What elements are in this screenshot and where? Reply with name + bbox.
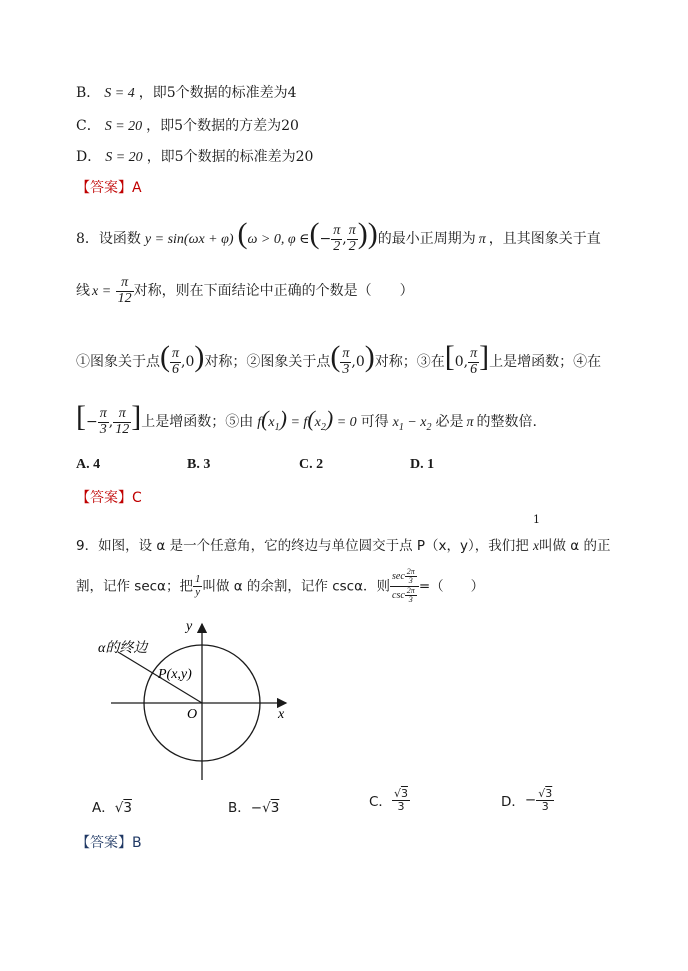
q8-s2-end: 对称；③在	[374, 354, 445, 370]
q8-s1-end: 对称；②图象关于点	[204, 354, 331, 370]
option-b-label: B．	[76, 85, 101, 101]
bracket: ]	[131, 400, 142, 433]
q8-line2-x: x =	[92, 284, 112, 300]
option-b-expr: S = 4	[104, 86, 135, 101]
q9-text2b: 叫做 α 的余割，记作 cscα．则	[202, 578, 391, 595]
frac-numerator: 1	[533, 513, 540, 526]
paren-close: )	[367, 217, 378, 250]
option-b-text: ，即5个数据的标准差为4	[138, 85, 297, 101]
q8-s5-tail: 的整数倍.	[476, 414, 537, 430]
q9-text1: 如图，设 α 是一个任意角，它的终边与单位圆交于点 P（x，y），我们把	[98, 538, 529, 554]
q8-text1: 的最小正周期为	[377, 231, 476, 247]
answer-8	[76, 487, 142, 507]
q8-lead: 设函数	[98, 231, 141, 247]
answer-tag: 【答案】	[76, 180, 132, 196]
frac-pi-6: $\frac{\pi}{6}$	[172, 345, 180, 377]
paren: )	[194, 340, 205, 373]
option-label: A．	[92, 800, 115, 816]
sec-expr: sec $\frac{2\pi}{3}$	[390, 568, 419, 587]
option-label: C．	[369, 794, 392, 811]
q8-cond: ω > 0, φ ∈	[247, 232, 310, 247]
q8-line3: ①图象关于点( $\frac{\pi}{6}$ ,0)对称；②图象关于点( $\frac{\pi}{3}$ ,0)对称；③在[0, $\frac{\pi}{6}$ ]上是增函数；④在	[76, 340, 602, 377]
q9-number: 9．	[76, 538, 99, 554]
paren: (	[160, 340, 170, 373]
option-value: √3	[114, 800, 132, 816]
paren-open: (	[237, 217, 248, 250]
answer-tag: 【答案】	[76, 835, 132, 851]
q9-line1-tail	[533, 534, 610, 554]
q9-text2c: =（ ）	[418, 578, 485, 595]
q9-line1	[76, 534, 529, 554]
q8-option-b: B. 3	[187, 457, 211, 472]
frac-num: 1	[194, 573, 201, 586]
frac-den: y	[195, 585, 201, 598]
x-axis-label: x	[278, 707, 285, 722]
q8-number: 8．	[76, 231, 99, 247]
option-label: B．	[228, 800, 251, 816]
frac-pi-2b: $\frac{\pi}{2}$	[348, 222, 356, 254]
frac-pi-12: $\frac{\pi}{12}$	[117, 275, 132, 306]
terminal-side-label: α的终边	[98, 641, 148, 656]
option-label: D．	[501, 794, 525, 811]
q9-option-d: D．− $\frac{√3}{3}$	[501, 787, 553, 813]
option-b-line	[76, 82, 297, 102]
q8-pi-2: π	[466, 415, 474, 430]
q8-s5-diff: $x_1 - x_2$	[392, 415, 432, 433]
answer-value: A	[132, 180, 142, 196]
bracket: [	[76, 400, 86, 433]
y-axis-label: y	[186, 619, 193, 634]
frac-pi-3b: $\frac{\pi}{3}$	[99, 405, 107, 437]
q8-line2	[76, 276, 414, 306]
q8-line2-text: 对称，则在下面结论中正确的个数是（ ）	[133, 283, 414, 300]
q8-line1: 8．设函数 y = sin(ωx + φ) (ω > 0, φ ∈(− $\frac{\pi}{2}$ , $\frac{\pi}{2}$ ))的最小正周期为 π ，且其图象关于直	[76, 217, 601, 254]
q8-option-d: D. 1	[410, 457, 435, 472]
q9-text2a: 割，记作 secα；把	[76, 578, 193, 595]
answer-7	[76, 177, 142, 197]
q8-func: y = sin(ωx + φ)	[144, 232, 234, 247]
paren: )	[364, 340, 375, 373]
answer-9	[76, 832, 142, 852]
q8-s5-eq: $f(x_1) = f(x_2) = 0$	[257, 406, 357, 433]
q9-option-c	[369, 788, 410, 812]
frac-pi-6b: $\frac{\pi}{6}$	[470, 345, 478, 377]
bracket: [	[444, 340, 455, 373]
bracket: ]	[479, 340, 490, 373]
frac-pi-2: $\frac{\pi}{2}$	[333, 222, 341, 254]
option-value: −√3	[250, 800, 280, 816]
q8-pi: π	[478, 232, 486, 247]
option-d-label: D．	[76, 149, 102, 165]
paren-open-inner: (	[309, 217, 320, 250]
origin-label: O	[187, 707, 198, 722]
q8-s5-mid: 可得	[360, 414, 389, 430]
answer-value: B	[132, 835, 142, 851]
answer-value: C	[132, 490, 142, 506]
option-d-expr: S = 20	[105, 150, 143, 165]
q9-one-over-x	[533, 513, 540, 527]
option-d-text: ，即5个数据的标准差为20	[146, 149, 314, 165]
q8-s1: ①图象关于点	[76, 354, 160, 370]
q8-option-c: C. 2	[299, 457, 324, 472]
frac-pi-3: $\frac{\pi}{3}$	[342, 345, 350, 377]
answer-tag: 【答案】	[76, 490, 132, 506]
q8-line4: [− $\frac{\pi}{3}$ , $\frac{\pi}{12}$ ]上是增函数；⑤由 $f(x_1) = f(x_2) = 0$ 可得 $x_1 - x_2$ 必是 π 的整数倍.	[76, 400, 537, 437]
q9-option-a	[92, 796, 132, 816]
q8-s4-end: 上是增函数；⑤由	[141, 414, 254, 430]
q8-text2: ，且其图象关于直	[488, 231, 601, 247]
option-c-line	[76, 115, 299, 135]
option-c-text: ，即5个数据的方差为20	[146, 118, 299, 134]
option-value: $\frac{√3}{3}$	[393, 787, 408, 813]
option-c-expr: S = 20	[104, 119, 143, 134]
q8-s5-end: 必是	[435, 414, 464, 430]
q9-option-b	[228, 796, 279, 816]
frac-sec-over-csc	[390, 568, 419, 605]
unit-circle-figure	[86, 610, 316, 790]
frac-pi-12b: $\frac{\pi}{12}$	[115, 405, 130, 437]
q8-s3-end: 上是增函数；④在	[489, 354, 602, 370]
frac-x: x	[533, 538, 539, 553]
option-c-label: C．	[76, 118, 101, 134]
q8-option-a: A. 4	[76, 457, 101, 472]
csc-expr: csc $\frac{2\pi}{3}$	[392, 585, 415, 605]
q9-text1b: 叫做 α 的正	[539, 538, 611, 554]
point-label: P(x,y)	[158, 667, 192, 682]
q9-line2	[76, 568, 484, 605]
paren: (	[330, 340, 341, 373]
option-value: $\frac{√3}{3}$	[538, 787, 553, 813]
paren-close-inner: )	[357, 217, 368, 250]
option-d-line	[76, 146, 313, 166]
q8-line2-lead: 线	[76, 283, 90, 300]
